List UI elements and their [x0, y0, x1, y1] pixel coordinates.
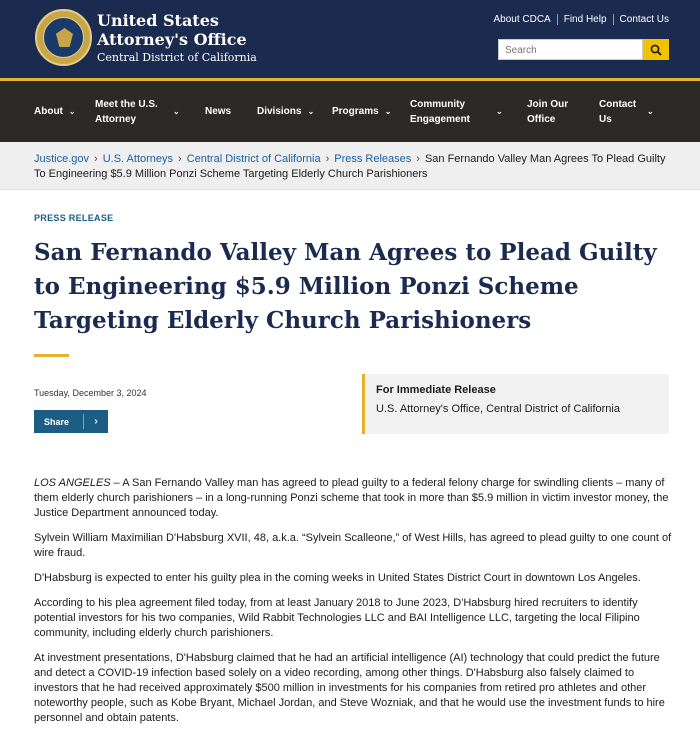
doj-seal-icon[interactable]: [35, 9, 92, 66]
nav-label: Contact Us: [599, 98, 637, 125]
nav-label: Divisions: [257, 106, 302, 117]
nav-label: Meet the U.S. Attorney: [95, 98, 158, 125]
nav-news[interactable]: [205, 81, 231, 142]
search-icon: [650, 44, 662, 56]
search-button[interactable]: [643, 39, 669, 60]
chevron-down-icon: ⌄: [173, 107, 180, 116]
paragraph-text: – A San Fernando Valley man has agreed to plead guilty to a federal felony charge for swindling clients – many of them elderly church parishioners – in a long-running Ponzi scheme that took in more than $5.9 million in victim investor money, the Justice Department announced today.: [34, 477, 669, 519]
search-input[interactable]: Search: [498, 39, 643, 60]
nav-contact-us[interactable]: [599, 81, 657, 142]
breadcrumb-separator: ›: [325, 153, 330, 165]
dateline: LOS ANGELES: [34, 477, 111, 489]
title-divider: [34, 354, 69, 357]
about-cdca-link[interactable]: About CDCA: [487, 14, 557, 25]
breadcrumb-separator: ›: [416, 153, 420, 165]
nav-community-engagement[interactable]: [410, 81, 505, 142]
nav-label: Community Engagement: [410, 98, 471, 125]
nav-about[interactable]: [34, 81, 76, 142]
page-title: San Fernando Valley Man Agrees to Plead Guilty to Engineering $5.9 Million Ponzi Scheme Targeting Elderly Church Parishioners: [34, 239, 657, 334]
breadcrumb-separator: ›: [94, 153, 98, 165]
article-paragraph: [34, 476, 674, 521]
chevron-down-icon: ⌄: [647, 107, 654, 116]
agency-name-line2: Attorney's Office: [97, 30, 247, 49]
nav-divisions[interactable]: [257, 81, 314, 142]
nav-label: Programs: [332, 106, 379, 117]
release-date: Tuesday, December 3, 2024: [34, 388, 147, 398]
breadcrumb-us-attorneys[interactable]: U.S. Attorneys: [102, 153, 174, 165]
release-info-box: [362, 374, 669, 434]
release-office: U.S. Attorney's Office, Central District of California: [376, 403, 620, 415]
district-name: Central District of California: [97, 51, 257, 64]
chevron-down-icon: ⌄: [384, 107, 392, 116]
nav-programs[interactable]: [332, 81, 391, 142]
agency-name-line1: United States: [97, 11, 219, 30]
nav-label: About: [34, 106, 63, 117]
find-help-link[interactable]: Find Help: [558, 14, 614, 25]
breadcrumb-central-district[interactable]: Central District of California: [186, 153, 321, 165]
nav-label: Join Our Office: [527, 98, 569, 125]
article-paragraph: D'Habsburg is expected to enter his guilty plea in the coming weeks in United States District Court in downtown Los Angeles.: [34, 572, 641, 584]
breadcrumb-justice-gov[interactable]: Justice.gov: [34, 153, 90, 165]
article-paragraph: Sylvein William Maximilian D'Habsburg XVII, 48, a.k.a. “Sylvein Scalleone,” of West Hills, has agreed to plead guilty to one count of wire fraud.: [34, 532, 672, 559]
breadcrumb-bar: [0, 142, 700, 190]
release-type: For Immediate Release: [376, 384, 496, 396]
breadcrumb-separator: ›: [178, 153, 182, 165]
share-label: Share: [44, 416, 70, 427]
site-title[interactable]: [97, 11, 257, 66]
chevron-down-icon: ⌄: [68, 107, 76, 116]
chevron-right-icon: ›: [94, 416, 98, 427]
article-body: [34, 476, 674, 736]
breadcrumb-press-releases[interactable]: Press Releases: [334, 153, 412, 165]
article-paragraph: At investment presentations, D'Habsburg claimed that he had an artificial intelligence (AI) technology that could predict the future and detect a COVID-19 infection based solely on a video recording, among other things. D'Habsburg also falsely claimed to investors that he had received approximately $500 million in investments for his companies from retired pro athletes and other noteworthy people, such as Kobe Bryant, Michael Jordan, and Steve Wozniak, and that he would use the investment funds to hire personnel and obtain patents.: [34, 652, 665, 724]
article-paragraph: According to his plea agreement filed today, from at least January 2018 to June 2023, D'Habsburg hired recruiters to identify potential investors for his two companies, Wild Rabbit Technologies LLC and BAI Intelligence LLC, targeting the local Filipino community, including elderly church parishioners.: [34, 597, 640, 639]
contact-us-link[interactable]: Contact Us: [619, 14, 669, 25]
share-button[interactable]: [34, 410, 108, 433]
breadcrumb-current-page: San Fernando Valley Man Agrees To Plead Guilty To Engineering $5.9 Million Ponzi Scheme Targeting Elderly Church Parishioners: [34, 153, 666, 180]
site-header: [0, 0, 700, 78]
press-release-eyebrow: PRESS RELEASE: [34, 213, 114, 223]
chevron-down-icon: ⌄: [307, 107, 315, 116]
main-nav: [0, 81, 700, 142]
nav-join-office[interactable]: [527, 81, 579, 142]
chevron-down-icon: ⌄: [496, 107, 503, 116]
nav-label: News: [205, 106, 232, 117]
nav-meet-attorney[interactable]: [95, 81, 187, 142]
utility-links: [487, 14, 669, 25]
breadcrumb: [34, 152, 674, 182]
